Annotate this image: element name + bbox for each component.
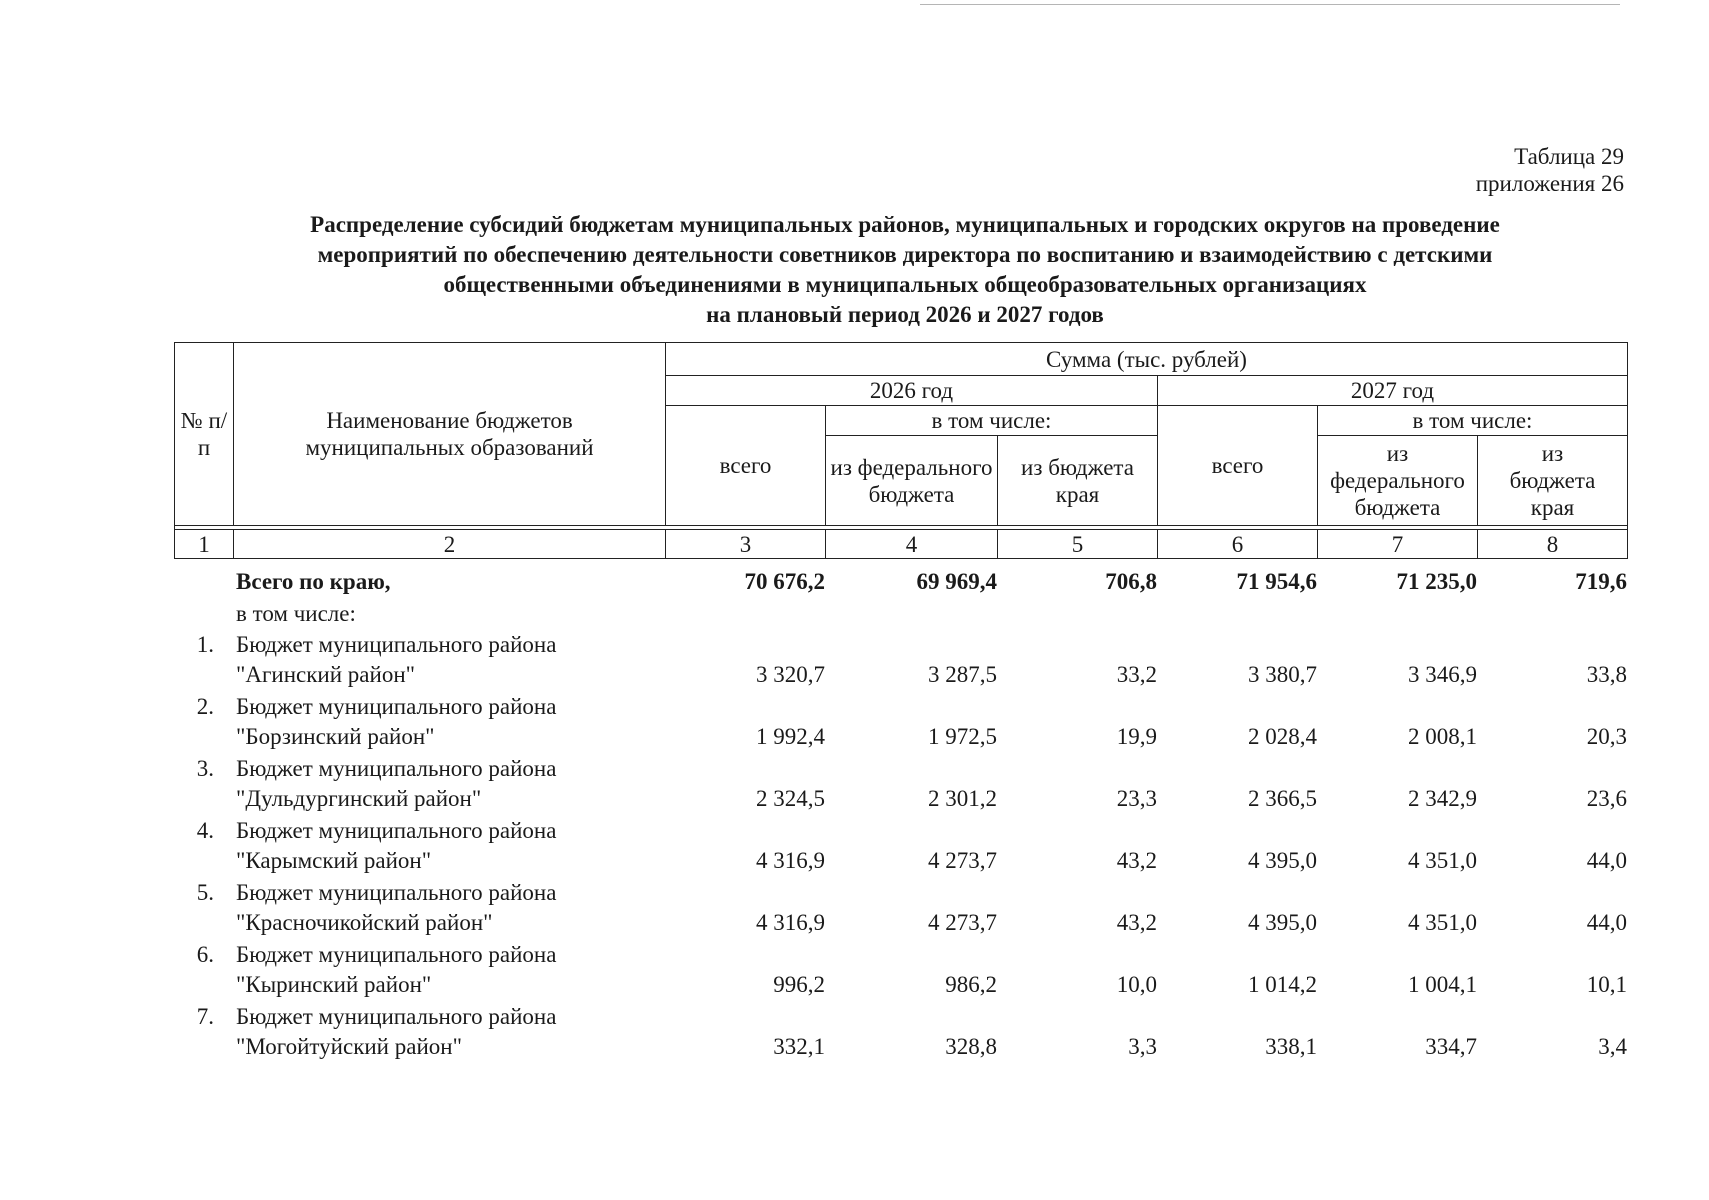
row-value-total-2026: 332,1 <box>773 1034 825 1059</box>
header-num: № п/п <box>175 343 234 526</box>
totals-label: Всего по краю, <box>236 569 391 594</box>
row-value-federal-2026: 2 301,2 <box>928 786 997 811</box>
header-table <box>174 342 1628 559</box>
row-name-line1: Бюджет муниципального района <box>236 942 557 967</box>
totals-value: 71 235,0 <box>1396 569 1477 594</box>
row-value-regional-2027: 44,0 <box>1586 848 1627 873</box>
table-ref-line2: приложения 26 <box>1475 171 1624 196</box>
header-federal-2026: из федерального бюджета <box>826 436 998 526</box>
title-line1: Распределение субсидий бюджетам муниципальных районов, муниципальных и городских округов на проведение <box>310 212 1500 237</box>
title-line4: на плановый период 2026 и 2027 годов <box>706 302 1104 327</box>
col-number: 1 <box>175 530 234 559</box>
row-value-federal-2027: 3 346,9 <box>1408 662 1477 687</box>
totals-value: 719,6 <box>1575 569 1627 594</box>
col-number: 4 <box>826 530 998 559</box>
col-number: 6 <box>1158 530 1318 559</box>
row-value-federal-2027: 334,7 <box>1425 1034 1477 1059</box>
row-value-regional-2026: 3,3 <box>1128 1034 1157 1059</box>
row-index: 3. <box>196 756 214 781</box>
totals-row <box>174 566 1627 598</box>
table-reference <box>1476 143 1624 197</box>
row-value-federal-2027: 1 004,1 <box>1408 972 1477 997</box>
totals-value: 706,8 <box>1105 569 1157 594</box>
table-ref-line1: Таблица 29 <box>1514 144 1624 169</box>
totals-sub-label: в том числе: <box>236 601 356 626</box>
row-value-total-2026: 1 992,4 <box>756 724 825 749</box>
row-value-federal-2027: 2 008,1 <box>1408 724 1477 749</box>
row-index: 5. <box>196 880 214 905</box>
totals-sub-row <box>174 598 1627 629</box>
document-title <box>130 210 1680 330</box>
row-index: 6. <box>196 942 214 967</box>
row-name-line2: "Красночикойский район" <box>236 910 493 935</box>
header-sum-group: Сумма (тыс. рублей) <box>666 343 1628 376</box>
row-value-total-2026: 4 316,9 <box>756 910 825 935</box>
row-name-line2: "Агинский район" <box>236 662 416 687</box>
row-value-total-2026: 2 324,5 <box>756 786 825 811</box>
table-row <box>174 939 1627 1001</box>
header-year-2027: 2027 год <box>1158 376 1628 406</box>
row-value-federal-2026: 4 273,7 <box>928 848 997 873</box>
row-value-regional-2027: 10,1 <box>1586 972 1627 997</box>
header-incl-2026: в том числе: <box>826 406 1158 436</box>
row-value-regional-2026: 19,9 <box>1116 724 1157 749</box>
header-regional-2026: из бюджета края <box>998 436 1158 526</box>
header-incl-2027: в том числе: <box>1318 406 1628 436</box>
row-value-federal-2026: 1 972,5 <box>928 724 997 749</box>
row-value-federal-2027: 2 342,9 <box>1408 786 1477 811</box>
header-regional-2027: из бюджета края <box>1478 436 1628 526</box>
col-number: 5 <box>998 530 1158 559</box>
row-value-federal-2026: 4 273,7 <box>928 910 997 935</box>
table-row <box>174 753 1627 815</box>
scan-edge-line <box>920 4 1620 5</box>
row-value-total-2027: 2 366,5 <box>1248 786 1317 811</box>
row-value-regional-2026: 33,2 <box>1116 662 1157 687</box>
table-row <box>174 629 1627 691</box>
row-value-regional-2027: 33,8 <box>1586 662 1627 687</box>
row-value-total-2027: 2 028,4 <box>1248 724 1317 749</box>
row-value-regional-2027: 3,4 <box>1598 1034 1627 1059</box>
row-name-line2: "Могойтуйский район" <box>236 1034 462 1059</box>
col-number: 7 <box>1318 530 1478 559</box>
row-value-federal-2027: 4 351,0 <box>1408 910 1477 935</box>
table-row <box>174 815 1627 877</box>
row-value-total-2026: 996,2 <box>773 972 825 997</box>
row-name-line2: "Карымский район" <box>236 848 432 873</box>
row-value-regional-2026: 10,0 <box>1116 972 1157 997</box>
header-total-2026: всего <box>666 406 826 526</box>
table-row <box>174 1001 1627 1063</box>
row-name-line1: Бюджет муниципального района <box>236 694 557 719</box>
col-number: 3 <box>666 530 826 559</box>
header-total-2027: всего <box>1158 406 1318 526</box>
row-index: 1. <box>196 632 214 657</box>
row-value-total-2026: 3 320,7 <box>756 662 825 687</box>
row-name-line1: Бюджет муниципального района <box>236 632 557 657</box>
row-index: 4. <box>196 818 214 843</box>
row-value-total-2027: 1 014,2 <box>1248 972 1317 997</box>
row-value-total-2026: 4 316,9 <box>756 848 825 873</box>
row-name-line1: Бюджет муниципального района <box>236 818 557 843</box>
header-year-2026: 2026 год <box>666 376 1158 406</box>
row-name-line2: "Борзинский район" <box>236 724 435 749</box>
row-name-line2: "Дульдургинский район" <box>236 786 482 811</box>
header-name: Наименование бюджетов муниципальных образований <box>234 343 666 526</box>
row-index: 2. <box>196 694 214 719</box>
title-line2: мероприятий по обеспечению деятельности советников директора по воспитанию и взаимодействию с детскими <box>317 242 1493 267</box>
header-federal-2027: из федерального бюджета <box>1318 436 1478 526</box>
row-value-total-2027: 3 380,7 <box>1248 662 1317 687</box>
row-value-total-2027: 4 395,0 <box>1248 848 1317 873</box>
row-value-federal-2027: 4 351,0 <box>1408 848 1477 873</box>
row-value-regional-2026: 43,2 <box>1116 910 1157 935</box>
table-body <box>174 566 1627 1063</box>
row-value-regional-2027: 44,0 <box>1586 910 1627 935</box>
title-line3: общественными объединениями в муниципальных общеобразовательных организациях <box>443 272 1367 297</box>
rows-container <box>174 629 1627 1063</box>
row-value-total-2027: 338,1 <box>1265 1034 1317 1059</box>
column-number-row <box>175 530 1628 559</box>
row-value-federal-2026: 328,8 <box>945 1034 997 1059</box>
row-value-federal-2026: 986,2 <box>945 972 997 997</box>
totals-value: 71 954,6 <box>1236 569 1317 594</box>
row-value-regional-2027: 23,6 <box>1586 786 1627 811</box>
totals-value: 70 676,2 <box>744 569 825 594</box>
col-number: 8 <box>1478 530 1628 559</box>
row-value-regional-2026: 23,3 <box>1116 786 1157 811</box>
table-row <box>174 691 1627 753</box>
col-number: 2 <box>234 530 666 559</box>
row-name-line2: "Кыринский район" <box>236 972 432 997</box>
row-name-line1: Бюджет муниципального района <box>236 1004 557 1029</box>
totals-value: 69 969,4 <box>916 569 997 594</box>
row-value-regional-2026: 43,2 <box>1116 848 1157 873</box>
row-name-line1: Бюджет муниципального района <box>236 880 557 905</box>
table-row <box>174 877 1627 939</box>
row-value-total-2027: 4 395,0 <box>1248 910 1317 935</box>
row-value-regional-2027: 20,3 <box>1586 724 1627 749</box>
row-index: 7. <box>196 1004 214 1029</box>
row-name-line1: Бюджет муниципального района <box>236 756 557 781</box>
row-value-federal-2026: 3 287,5 <box>928 662 997 687</box>
